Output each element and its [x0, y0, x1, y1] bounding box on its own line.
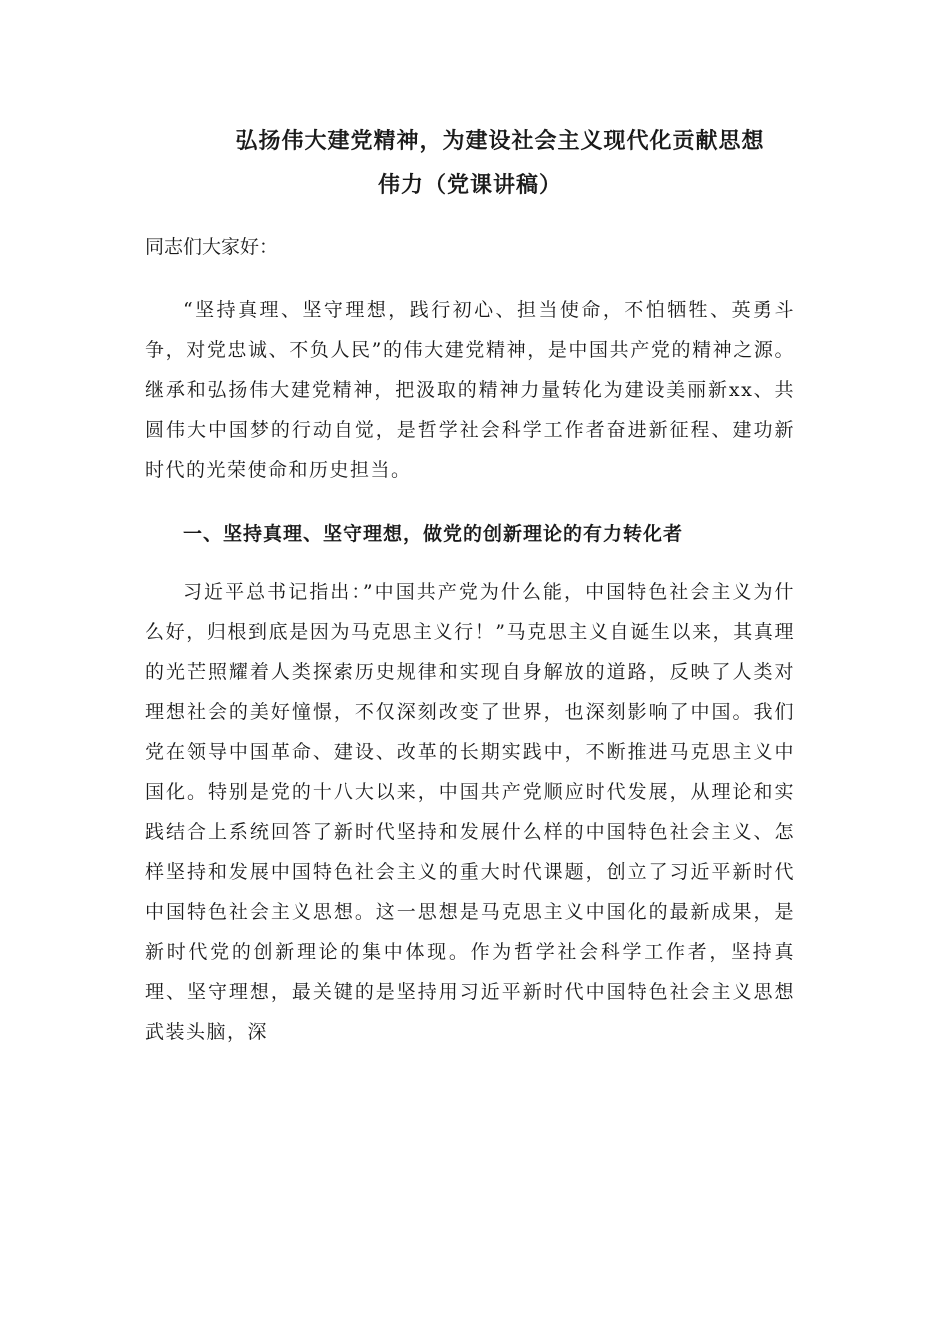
document-page: [145, 120, 795, 1052]
salutation: 同志们大家好：: [145, 236, 279, 258]
title-line-2: 伟力（党课讲稿）: [377, 173, 562, 198]
paragraph-intro: “坚持真理、坚守理想，践行初心、担当使命，不怕牺牲、英勇斗争，对党忠诚、不负人民”的伟大建党精神，是中国共产党的精神之源。继承和弘扬伟大建党精神，把汲取的精神力量转化为建设美丽新xx、共圆伟大中国梦的行动自觉，是哲学社会科学工作者奋进新征程、建功新时代的光荣使命和历史担当。: [145, 299, 795, 481]
title-line-1: 弘扬伟大建党精神，为建设社会主义现代化贡献思想: [235, 129, 765, 154]
section-heading-1: 一、坚持真理、坚守理想，做党的创新理论的有力转化者: [183, 523, 684, 545]
document-title: [145, 120, 795, 208]
paragraph-section-1: 习近平总书记指出：”中国共产党为什么能，中国特色社会主义为什么好，归根到底是因为马克思主义行！”马克思主义自诞生以来，其真理的光芒照耀着人类探索历史规律和实现自身解放的道路，反映了人类对理想社会的美好憧憬，不仅深刻改变了世界，也深刻影响了中国。我们党在领导中国革命、建设、改革的长期实践中，不断推进马克思主义中国化。特别是党的十八大以来，中国共产党顺应时代发展，从理论和实践结合上系统回答了新时代坚持和发展什么样的中国特色社会主义、怎样坚持和发展中国特色社会主义的重大时代课题，创立了习近平新时代中国特色社会主义思想。这一思想是马克思主义中国化的最新成果，是新时代党的创新理论的集中体现。作为哲学社会科学工作者，坚持真理、坚守理想，最关键的是坚持用习近平新时代中国特色社会主义思想武装头脑，深: [145, 581, 795, 1043]
